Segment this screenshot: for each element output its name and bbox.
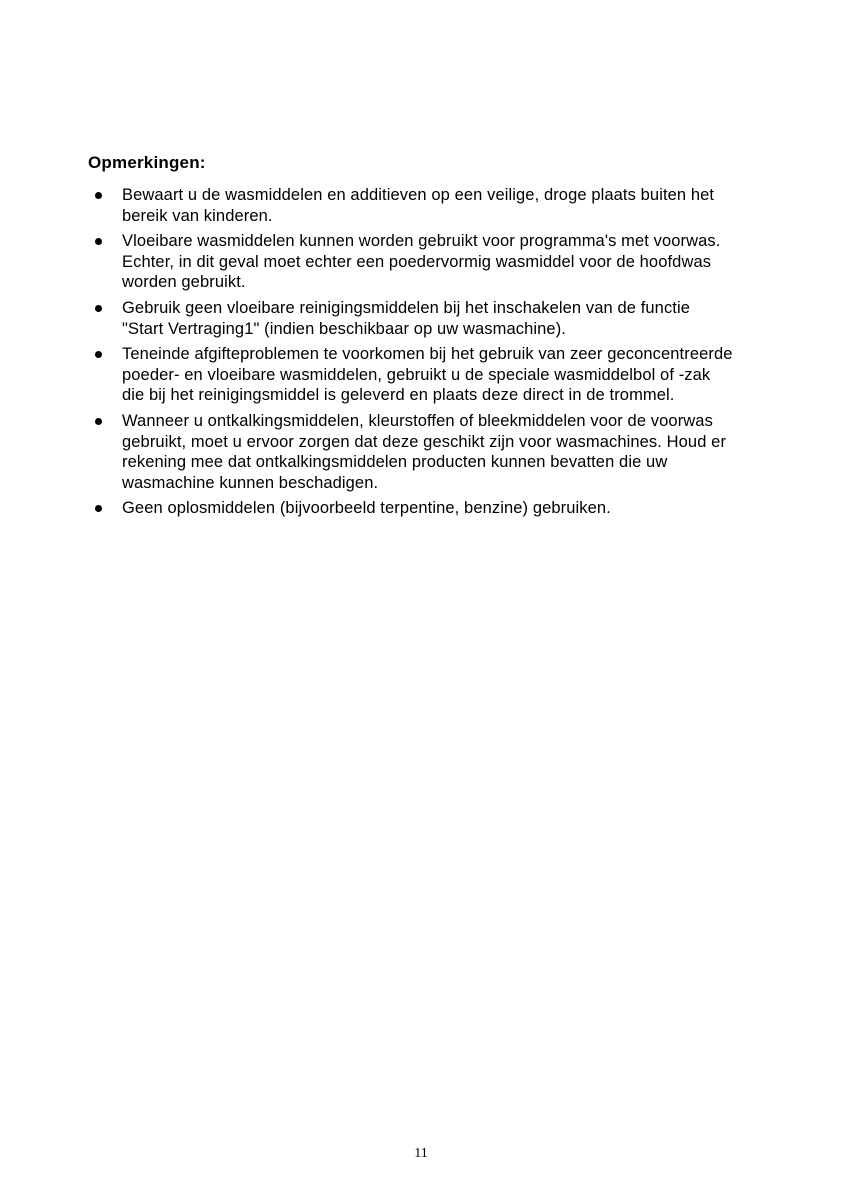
page-number: 11 — [414, 1146, 428, 1161]
list-item-text: Wanneer u ontkalkingsmiddelen, kleurstoffen of bleekmiddelen voor de voorwas gebruikt, moet u ervoor zorgen dat deze geschikt zijn voor wasmachines. Houd er rekening mee dat ontkalkingsmiddelen producten kunnen bevatten die uw wasmachine kunnen beschadigen. — [122, 411, 727, 492]
bullet-icon — [95, 505, 102, 512]
list-item-text: Bewaart u de wasmiddelen en additieven op een veilige, droge plaats buiten het bereik van kinderen. — [122, 186, 715, 225]
notes-list — [88, 185, 733, 519]
section-heading: Opmerkingen: — [88, 153, 206, 172]
list-item — [88, 411, 733, 493]
list-item — [88, 298, 733, 339]
list-item — [88, 231, 733, 293]
bullet-icon — [95, 305, 102, 312]
list-item-text: Teneinde afgifteproblemen te voorkomen bij het gebruik van zeer geconcentreerde poeder- en vloeibare wasmiddelen, gebruikt u de speciale wasmiddelbol of -zak die bij het reinigingsmiddel is geleverd en plaats deze direct in de trommel. — [122, 345, 733, 405]
list-item-text: Vloeibare wasmiddelen kunnen worden gebruikt voor programma's met voorwas. Echter, in dit geval moet echter een poedervormig wasmiddel voor de hoofdwas worden gebruikt. — [122, 232, 721, 292]
list-item — [88, 344, 733, 406]
bullet-icon — [95, 418, 102, 425]
notes-section — [88, 153, 733, 524]
list-item-text: Geen oplosmiddelen (bijvoorbeeld terpentine, benzine) gebruiken. — [122, 499, 611, 518]
list-item — [88, 185, 733, 226]
list-item-text: Gebruik geen vloeibare reinigingsmiddelen bij het inschakelen van de functie "Start Vertraging1" (indien beschikbaar op uw wasmachine). — [122, 298, 691, 338]
list-item — [88, 498, 733, 519]
bullet-icon — [95, 238, 102, 245]
bullet-icon — [95, 351, 102, 358]
bullet-icon — [95, 192, 102, 199]
